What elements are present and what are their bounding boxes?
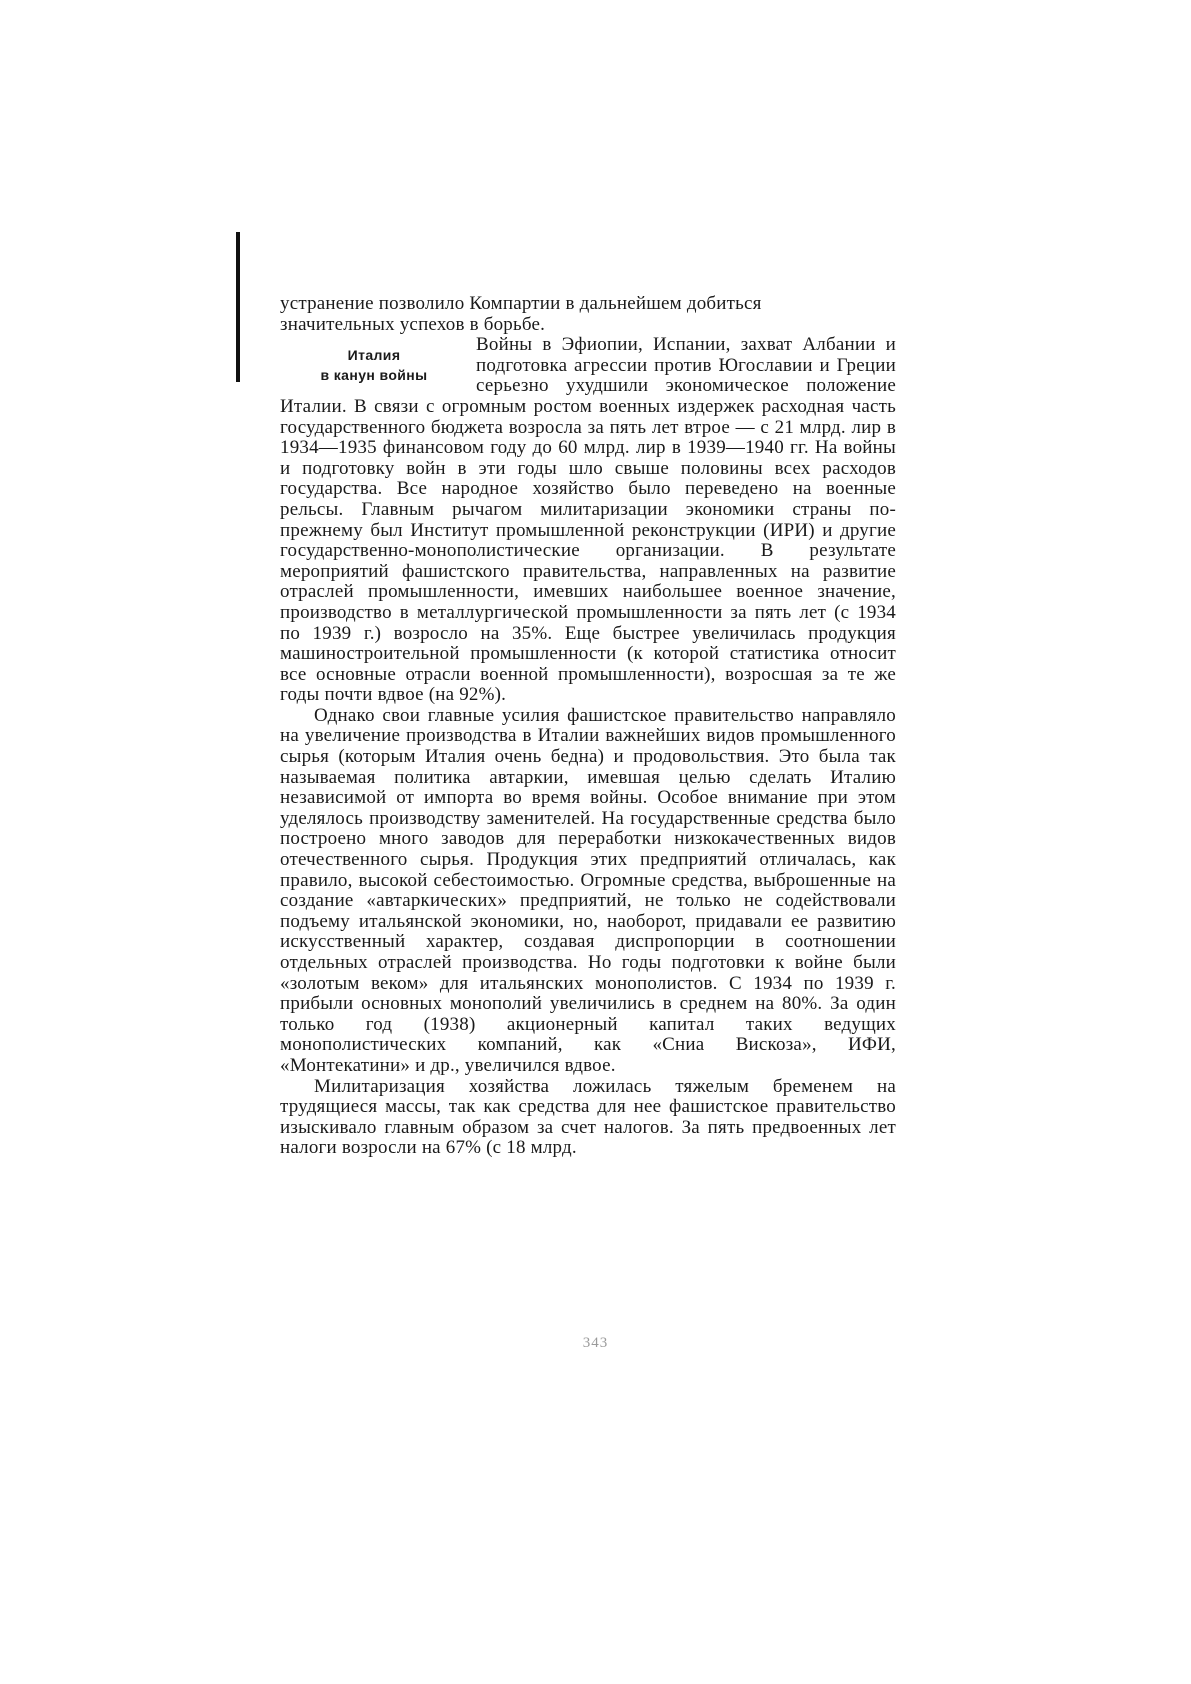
- margin-bar: [236, 232, 240, 382]
- side-heading-line-1: Италия: [347, 347, 401, 364]
- intro-line-2: значительных успехов в борьбе.: [280, 313, 546, 335]
- side-heading-line-2: в канун войны: [320, 367, 428, 384]
- intro-line-1: устранение позволило Компартии в дальнейшем добиться: [280, 293, 762, 314]
- paragraph-2: Однако свои главные усилия фашистское правительство направляло на увеличение производства в Италии важнейших видов промышленного сырья (которым Италия очень бедна) и продовольствия. Это была так называемая политика автаркии, имевшая целью сделать Италию независимой от импорта во время войны. Особое внимание при этом уделялось производству заменителей. На государственные средства было построено много заводов для переработки низкокачественных видов отечественного сырья. Продукция этих предприятий отличалась, как правило, высокой себестоимостью. Огромные средства, выброшенные на создание «автаркических» предприятий, не только не содействовали подъему итальянской экономики, но, наоборот, придавали ее развитию искусственный характер, создавая диспропорции в соотношении отдельных отраслей производства. Но годы подготовки к войне были «золотым веком» для итальянских монополистов. С 1934 по 1939 г. прибыли основных монополий увеличились в среднем на 80%. За один только год (1938) акционерный капитал таких ведущих монополистических компаний, как «Сниа Вискоза», ИФИ, «Монтекатини» и др., увеличился вдвое.: [280, 704, 896, 1076]
- paragraph-3: Милитаризация хозяйства ложилась тяжелым бременем на трудящиеся массы, так как средства для нее фашистское правительство изыскивало главным образом за счет налогов. За пять предвоенных лет налоги возросли на 67% (с 18 млрд.: [280, 1075, 896, 1159]
- paragraph-1: Войны в Эфиопии, Испании, захват Албании и подготовка агрессии против Югославии и Греции серьезно ухудшили экономическое положение Италии. В связи с огромным ростом военных издержек расходная часть государственного бюджета возросла за пять лет втрое — с 21 млрд. лир в 1934—1935 финансовом году до 60 млрд. лир в 1939—1940 гг. На войны и подготовку войн в эти годы шло свыше половины всех расходов государства. Все народное хозяйство было переведено на военные рельсы. Главным рычагом милитаризации экономики страны по-прежнему был Институт промышленной реконструкции (ИРИ) и другие государственно-монополистические организации. В результате мероприятий фашистского правительства, направленных на развитие отраслей промышленности, имевших наибольшее военное значение, производство в металлургической промышленности за пять лет (с 1934 по 1939 г.) возросло на 35%. Еще быстрее увеличилась продукция машиностроительной промышленности (к которой статистика относит все основные отрасли военной промышленности), возросшая за те же годы почти вдвое (на 92%).: [280, 334, 896, 706]
- page-text: [280, 294, 896, 1159]
- side-heading: [280, 345, 468, 385]
- page-number: 343: [582, 1335, 609, 1351]
